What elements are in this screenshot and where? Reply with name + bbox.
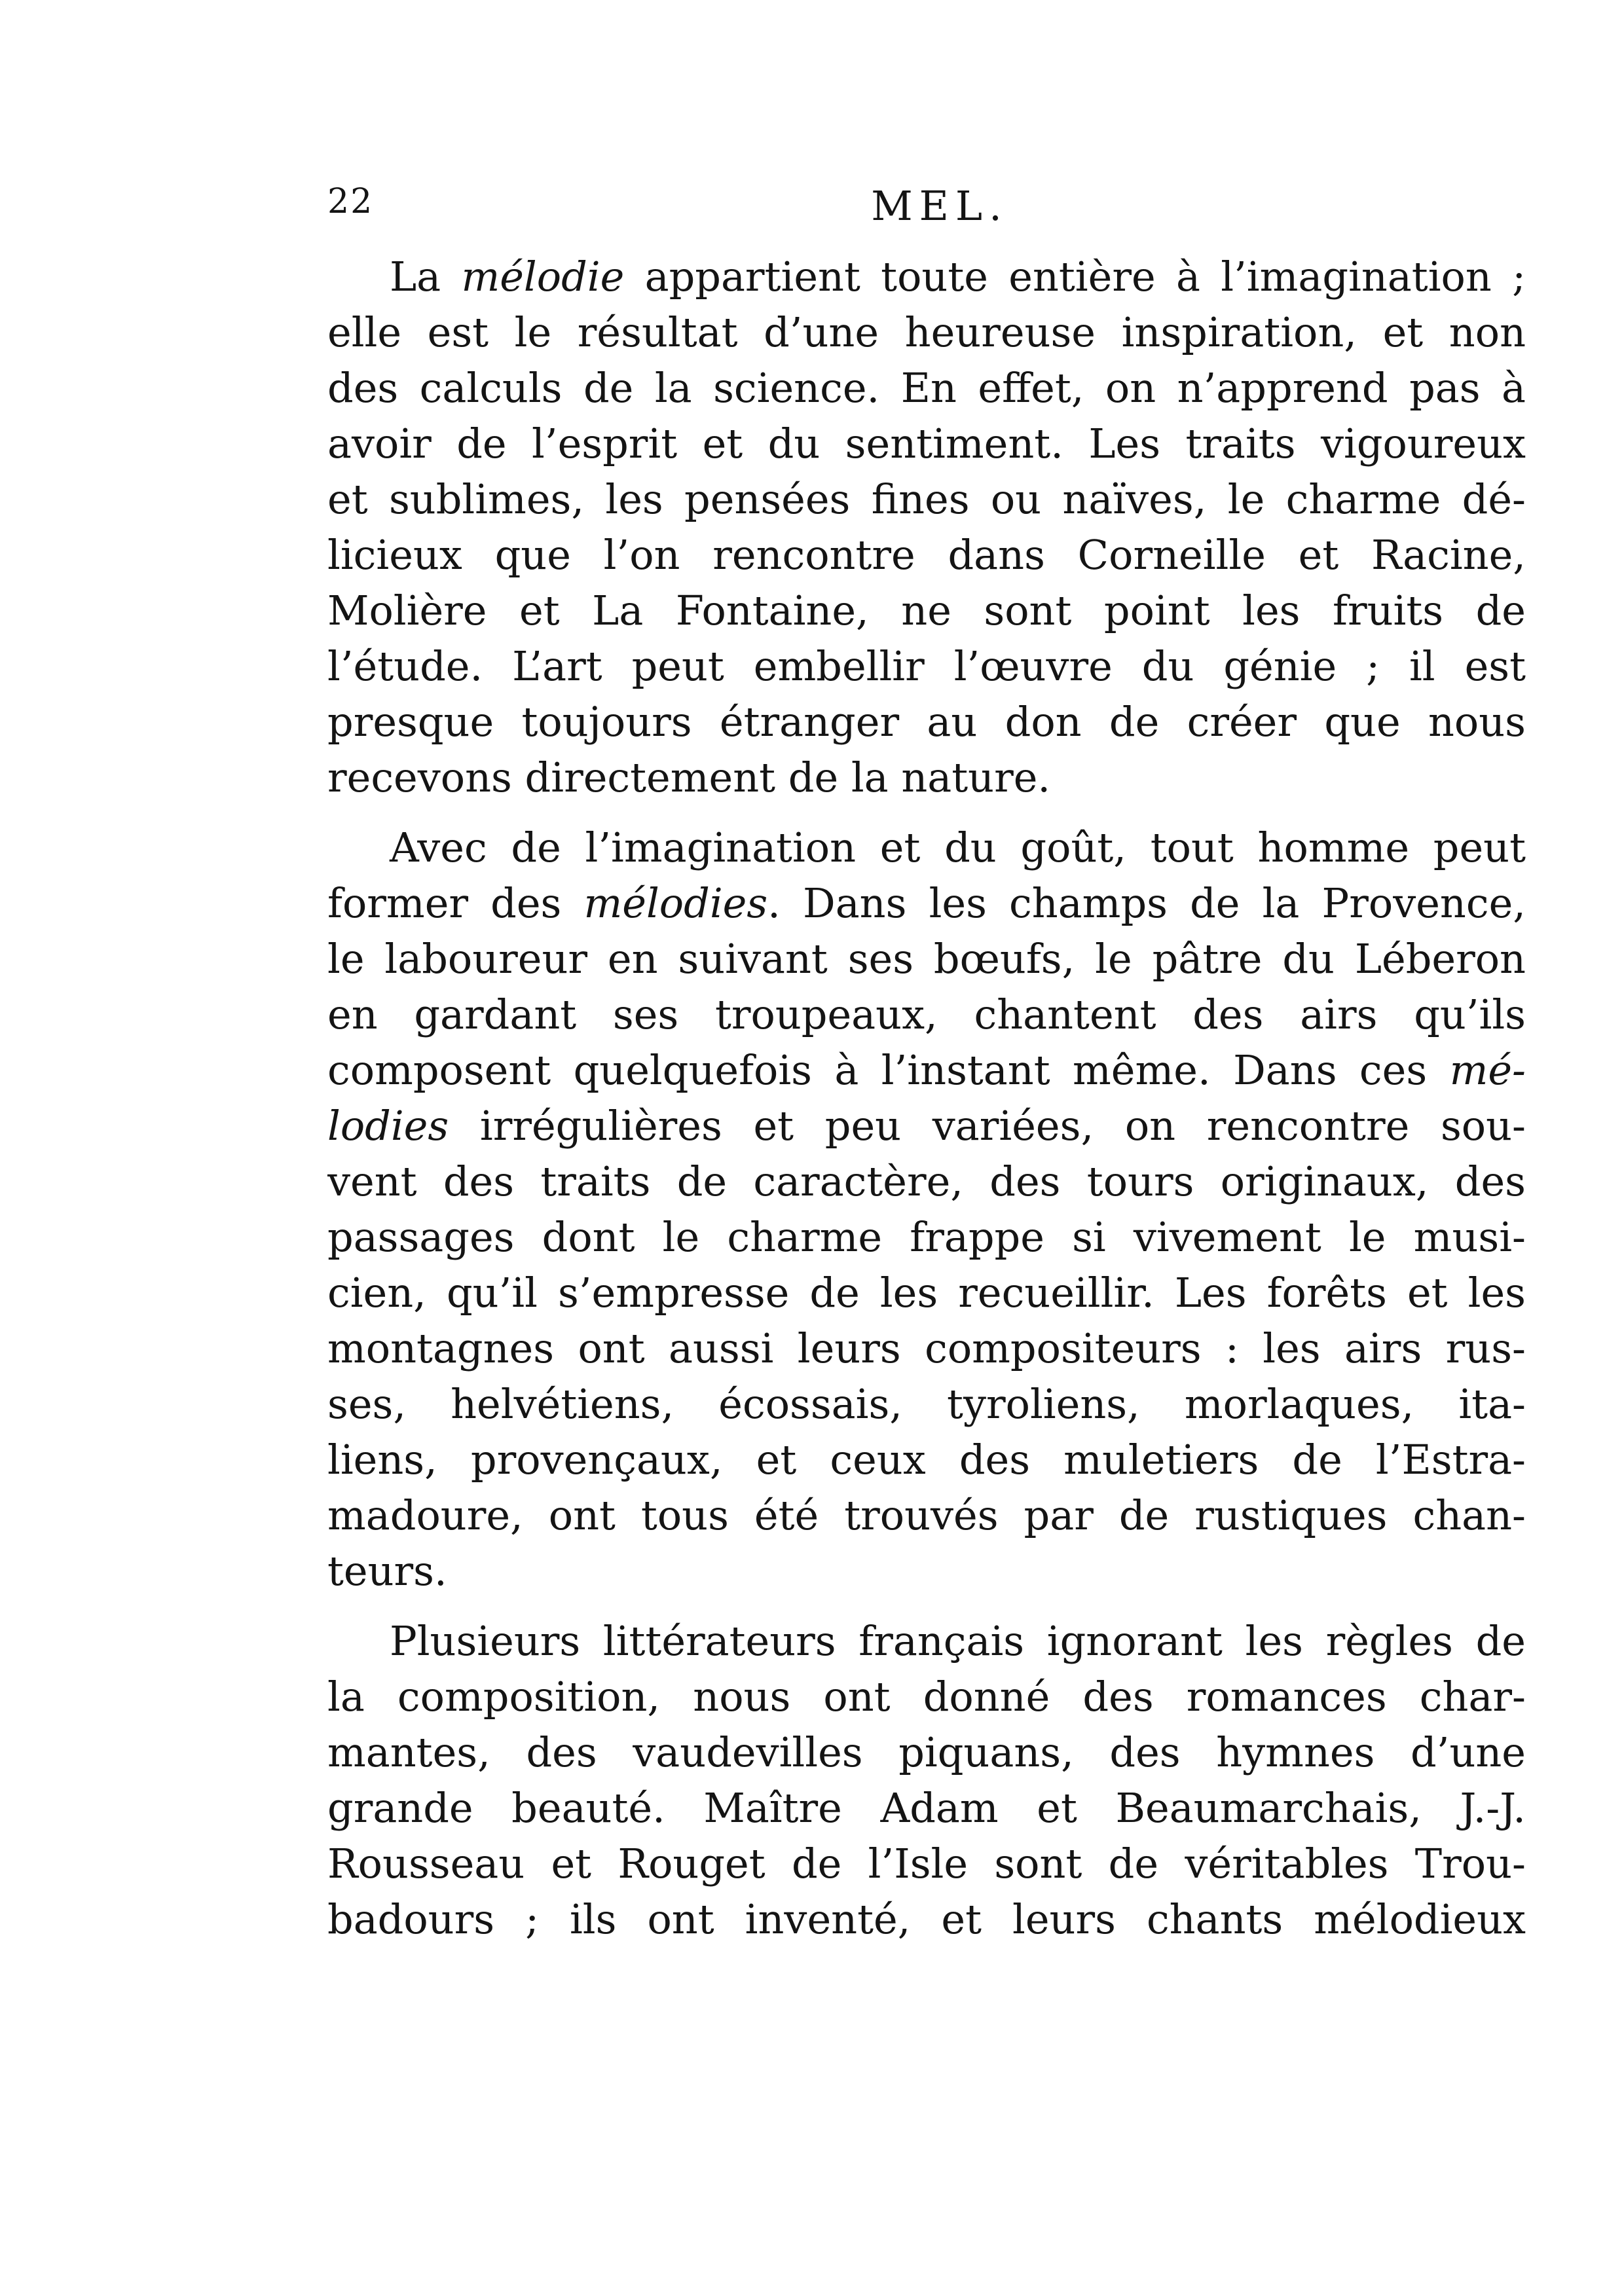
paragraph — [327, 1613, 1526, 1947]
text-line: cien, qu’il s’empresse de les recueillir. Les forêts et les — [327, 1269, 1526, 1317]
page-number: 22 — [327, 182, 374, 221]
text-line: avoir de l’esprit et du sentiment. Les traits vigoureux — [327, 420, 1526, 467]
text-line: des calculs de la science. En effet, on n’apprend pas à — [327, 364, 1526, 412]
paragraph-gap — [327, 1599, 1526, 1613]
text-line: passages dont le charme frappe si vivement le musi- — [327, 1213, 1526, 1261]
italic-term: mélodies — [583, 879, 768, 927]
italic-term: lodies — [327, 1102, 449, 1150]
italic-term: mé- — [1449, 1046, 1526, 1094]
text-line: La mélodie appartient toute entière à l’imagination ; — [390, 253, 1526, 301]
text-line: en gardant ses troupeaux, chantent des airs qu’ils — [327, 991, 1526, 1038]
text-line: Plusieurs littérateurs français ignorant les règles de — [390, 1617, 1526, 1665]
text-line: teurs. — [327, 1547, 447, 1595]
text-line: Molière et La Fontaine, ne sont point les fruits de — [327, 587, 1526, 634]
text-line: vent des traits de caractère, des tours originaux, des — [327, 1157, 1526, 1205]
text-line: licieux que l’on rencontre dans Corneille et Racine, — [327, 531, 1526, 579]
text-line: et sublimes, les pensées fines ou naïves, le charme dé- — [327, 475, 1526, 523]
text-line: badours ; ils ont inventé, et leurs chants mélodieux — [327, 1895, 1526, 1943]
text-line: le laboureur en suivant ses bœufs, le pâtre du Léberon — [327, 935, 1526, 983]
text-line: elle est le résultat d’une heureuse inspiration, et non — [327, 308, 1526, 356]
text-line: la composition, nous ont donné des romances char- — [327, 1673, 1526, 1721]
text-line: recevons directement de la nature. — [327, 754, 1051, 801]
text-line: composent quelquefois à l’instant même. Dans ces mé- — [327, 1046, 1526, 1094]
paragraph-gap — [327, 805, 1526, 820]
text-line: madoure, ont tous été trouvés par de rustiques chan- — [327, 1491, 1526, 1539]
text-line: ses, helvétiens, écossais, tyroliens, morlaques, ita- — [327, 1380, 1526, 1428]
text-line: Avec de l’imagination et du goût, tout homme peut — [390, 824, 1526, 871]
text-line: former des mélodies. Dans les champs de la Provence, — [327, 879, 1526, 927]
body-text — [327, 249, 1526, 1947]
text-line: mantes, des vaudevilles piquans, des hymnes d’une — [327, 1728, 1526, 1776]
italic-term: mélodie — [461, 253, 625, 301]
running-head: MEL. — [871, 182, 1008, 230]
text-line: l’étude. L’art peut embellir l’œuvre du génie ; il est — [327, 642, 1526, 690]
text-line: lodies irrégulières et peu variées, on rencontre sou- — [327, 1102, 1526, 1150]
text-line: presque toujours étranger au don de créer que nous — [327, 698, 1526, 746]
text-line: grande beauté. Maître Adam et Beaumarchais, J.-J. — [327, 1784, 1526, 1832]
paragraph — [327, 249, 1526, 805]
paragraph — [327, 820, 1526, 1599]
text-line: liens, provençaux, et ceux des muletiers de l’Estra- — [327, 1436, 1526, 1484]
text-line: Rousseau et Rouget de l’Isle sont de véritables Trou- — [327, 1840, 1526, 1887]
text-line: montagnes ont aussi leurs compositeurs : les airs rus- — [327, 1324, 1526, 1372]
page-header — [327, 182, 1526, 241]
